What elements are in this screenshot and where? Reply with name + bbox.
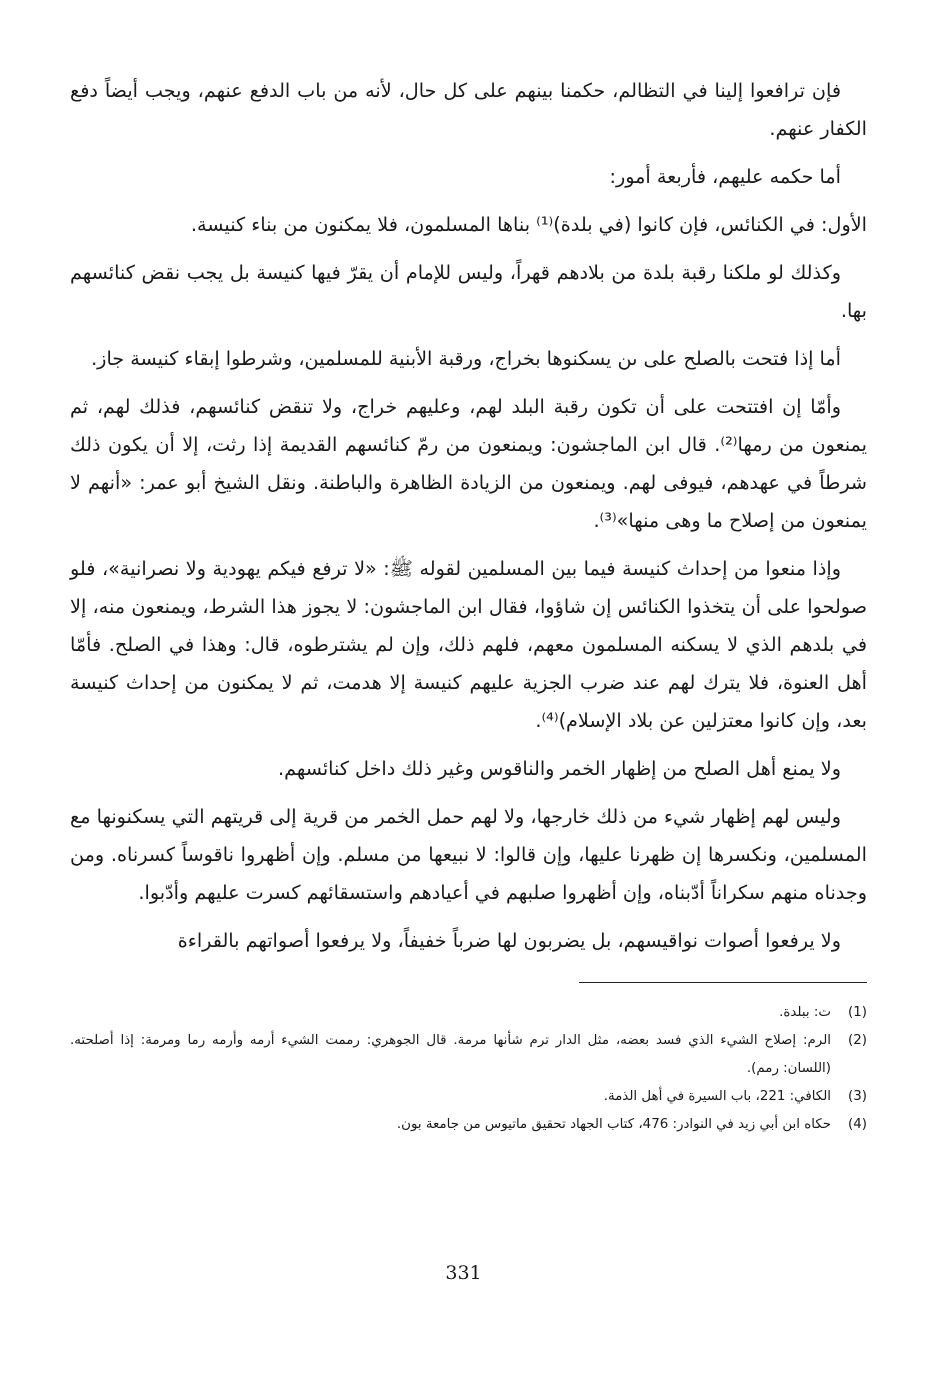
- footnote-item: [70, 1111, 867, 1139]
- footnote-text: الكافي: 221، باب السيرة في أهل الذمة.: [603, 1089, 831, 1104]
- footnote-number: (2): [848, 1033, 867, 1048]
- paragraph-4: وكذلك لو ملكنا رقبة بلدة من بلادهم قهراً، وليس للإمام أن يقرّ فيها كنيسة بل يجب نقض كنائسهم بها.: [70, 261, 867, 322]
- paragraph-7: وإذا منعوا من إحداث كنيسة فيما بين المسلمين لقوله ﷺ: «لا ترفع فيكم يهودية ولا نصرانية»، فلو صولحوا على أن يتخذوا الكنائس إن شاؤوا، فقال ابن الماجشون: لا يجوز هذا الشرط، ويمنعون منه، إلا في بلدهم الذي لا يسكنه المسلمون معهم، فلهم ذلك، وإن لم يشترطوه، قال: وهذا في الصلح. فأمّا أهل العنوة، فلا يترك لهم عند ضرب الجزية عليهم كنيسة إلا هدمت، ثم لا يمكنون من إحداث كنيسة بعد، وإن كانوا معتزلين عن بلاد الإسلام)⁽⁴⁾.: [70, 557, 867, 732]
- footnote-text: الرم: إصلاح الشيء الذي فسد بعضه، مثل الدار ترم شأنها مرمة. قال الجوهري: رممت الشيء أرمه وأرمه رما ومرمة: إذا أصلحته. (اللسان: رمم).: [70, 1033, 831, 1076]
- footnote-item: [70, 1083, 867, 1111]
- body-text: [70, 72, 867, 960]
- paragraph-8: ولا يمنع أهل الصلح من إظهار الخمر والناقوس وغير ذلك داخل كنائسهم.: [278, 757, 841, 780]
- paragraph-3: الأول: في الكنائس، فإن كانوا (في بلدة)⁽¹⁾ بناها المسلمون، فلا يمكنون من بناء كنيسة.: [190, 213, 867, 236]
- paragraph-9: وليس لهم إظهار شيء من ذلك خارجها، ولا لهم حمل الخمر من قرية إلى قريتهم التي يسكنونها مع المسلمين، ونكسرها إن ظهرنا عليها، وإن قالوا: لا نبيعها من مسلم. وإن أظهروا ناقوساً كسرناه. ومن وجدناه منهم سكراناً أدّبناه، وإن أظهروا صلبهم في أعيادهم واستسقائهم كسرت عليهم وأدّبوا.: [70, 805, 867, 904]
- book-page: [70, 72, 867, 1139]
- footnote-number: (1): [848, 1005, 867, 1020]
- paragraph-5: أما إذا فتحت بالصلح على ىن يسكنوها بخراج، ورقبة الأبنية للمسلمين، وشرطوا إبقاء كنيسة جاز.: [91, 347, 841, 370]
- page-number: 331: [445, 1262, 482, 1284]
- paragraph-10: ولا يرفعوا أصوات نواقيسهم، بل يضربون لها ضرباً خفيفاً، ولا يرفعوا أصواتهم بالقراءة: [177, 929, 841, 952]
- paragraph-6: وأمّا إن افتتحت على أن تكون رقبة البلد لهم، وعليهم خراج، ولا تنقض كنائسهم، فذلك لهم، ثم يمنعون من رمها⁽²⁾. قال ابن الماجشون: ويمنعون من رمّ كنائسهم القديمة إذا رثت، إلا أن يكون ذلك شرطاً في عهدهم، فيوفى لهم. ويمنعون من الزيادة الظاهرة والباطنة. ونقل الشيخ أبو عمر: «أنهم لا يمنعون من إصلاح ما وهى منها»⁽³⁾.: [70, 395, 867, 532]
- footnotes: [70, 999, 867, 1139]
- footnote-text: ت: ببلدة.: [779, 1005, 831, 1020]
- footnote-item: [70, 1027, 867, 1083]
- footnote-number: (4): [848, 1117, 867, 1132]
- footnote-text: حكاه ابن أبي زيد في النوادر: 476، كتاب الجهاد تحقيق ماتيوس من جامعة بون.: [396, 1117, 831, 1132]
- footnote-item: [70, 999, 867, 1027]
- footnote-divider: [579, 982, 867, 983]
- paragraph-1: فإن ترافعوا إلينا في التظالم، حكمنا بينهم على كل حال، لأنه من باب الدفع عنهم، ويجب أيضاً دفع الكفار عنهم.: [70, 79, 867, 140]
- footnote-number: (3): [848, 1089, 867, 1104]
- paragraph-2: أما حكمه عليهم، فأربعة أمور:: [609, 165, 841, 188]
